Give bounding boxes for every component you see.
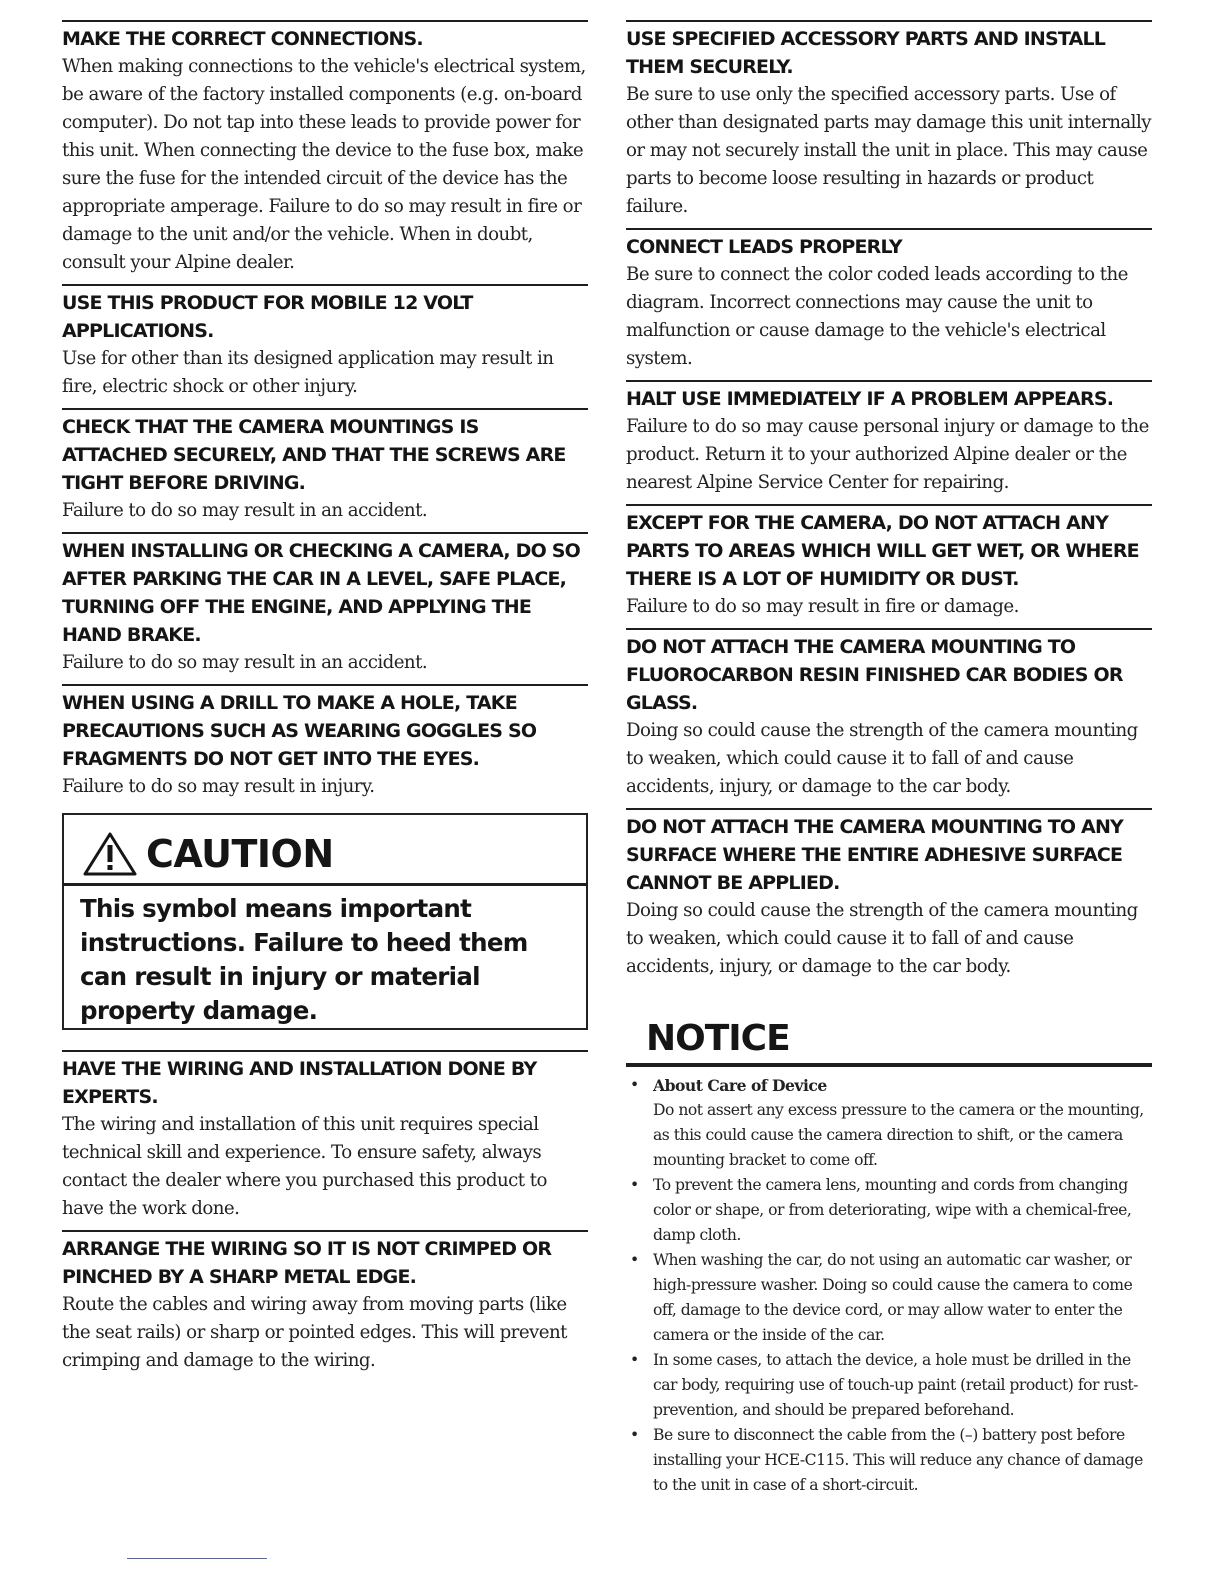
notice-item xyxy=(626,1173,1152,1248)
notice-item-body: • When washing the car, do not using an automatic car washer, or high-pressure washer. Doing so could cause the camera to come off, damage to the device cord, or may allow water to enter the camera or the inside of the car. xyxy=(653,1251,1133,1344)
warning-section xyxy=(626,20,1152,221)
warning-section xyxy=(62,20,588,277)
section-heading: WHEN USING A DRILL TO MAKE A HOLE, TAKE PRECAUTIONS SUCH AS WEARING GOGGLES SO FRAGMENTS DO NOT GET INTO THE EYES. xyxy=(62,692,537,770)
section-body: Be sure to connect the color coded leads according to the diagram. Incorrect connections may cause the unit to malfunction or cause damage to the vehicle's electrical system. xyxy=(626,264,1128,369)
caution-text: This symbol means important instructions. Failure to heed them can result in injury or material property damage. xyxy=(80,894,528,1025)
notice-list xyxy=(626,1073,1152,1498)
section-body: Doing so could cause the strength of the camera mounting to weaken, which could cause it to fall of and cause accidents, injury, or damage to the car body. xyxy=(626,900,1138,977)
section-heading: DO NOT ATTACH THE CAMERA MOUNTING TO FLUOROCARBON RESIN FINISHED CAR BODIES OR GLASS. xyxy=(626,636,1123,714)
section-heading: EXCEPT FOR THE CAMERA, DO NOT ATTACH ANY PARTS TO AREAS WHICH WILL GET WET, OR WHERE THERE IS A LOT OF HUMIDITY OR DUST. xyxy=(626,512,1139,590)
footer-rule xyxy=(127,1558,267,1559)
section-body: Route the cables and wiring away from moving parts (like the seat rails) or sharp or pointed edges. This will prevent crimping and damage to the wiring. xyxy=(62,1294,567,1371)
section-body: When making connections to the vehicle's electrical system, be aware of the factory installed components (e.g. on-board computer). Do not tap into these leads to provide power for this unit. When connecting the device to the fuse box, make sure the fuse for the intended circuit of the device has the appropriate amperage. Failure to do so may result in fire or damage to the unit and/or the vehicle. When in doubt, consult your Alpine dealer. xyxy=(62,56,586,273)
notice-item-body: • To prevent the camera lens, mounting and cords from changing color or shape, or from deteriorating, wipe with a chemical-free, damp cloth. xyxy=(653,1176,1132,1244)
warning-section xyxy=(626,228,1152,373)
left-column xyxy=(62,20,588,1382)
section-heading: CONNECT LEADS PROPERLY xyxy=(626,236,902,258)
section-heading: HALT USE IMMEDIATELY IF A PROBLEM APPEARS. xyxy=(626,388,1114,410)
notice-item-body: • Be sure to disconnect the cable from the (–) battery post before installing your HCE-C115. This will reduce any chance of damage to the unit in case of a short-circuit. xyxy=(653,1426,1143,1494)
section-body: Failure to do so may cause personal injury or damage to the product. Return it to your authorized Alpine dealer or the nearest Alpine Service Center for repairing. xyxy=(626,416,1149,493)
section-body: Use for other than its designed application may result in fire, electric shock or other injury. xyxy=(62,348,554,397)
section-body: Doing so could cause the strength of the camera mounting to weaken, which could cause it to fall of and cause accidents, injury, or damage to the car body. xyxy=(626,720,1138,797)
notice-item-body: Do not assert any excess pressure to the camera or the mounting, as this could cause the camera direction to shift, or the camera mounting bracket to come off. xyxy=(653,1101,1144,1169)
warning-section xyxy=(626,504,1152,621)
notice-item-title: • About Care of Device xyxy=(653,1076,827,1095)
warning-triangle-icon xyxy=(82,831,138,877)
section-body: Failure to do so may result in injury. xyxy=(62,776,375,797)
section-heading: USE SPECIFIED ACCESSORY PARTS AND INSTALL THEM SECURELY. xyxy=(626,28,1106,78)
section-body: Failure to do so may result in an accident. xyxy=(62,500,428,521)
notice-title: NOTICE xyxy=(646,1018,790,1059)
warning-section xyxy=(62,284,588,401)
left-sections-top xyxy=(62,20,588,801)
caution-title: CAUTION xyxy=(146,832,334,876)
section-heading: WHEN INSTALLING OR CHECKING A CAMERA, DO SO AFTER PARKING THE CAR IN A LEVEL, SAFE PLACE, TURNING OFF THE ENGINE, AND APPLYING THE HAND BRAKE. xyxy=(62,540,581,646)
warning-section xyxy=(62,684,588,801)
section-body: Failure to do so may result in fire or damage. xyxy=(626,596,1019,617)
section-heading: USE THIS PRODUCT FOR MOBILE 12 VOLT APPLICATIONS. xyxy=(62,292,473,342)
left-sections-bottom xyxy=(62,1050,588,1375)
warning-section xyxy=(626,628,1152,801)
warning-section xyxy=(62,1230,588,1375)
warning-section xyxy=(62,408,588,525)
caution-header xyxy=(64,815,586,883)
warning-section xyxy=(62,1050,588,1223)
section-heading: CHECK THAT THE CAMERA MOUNTINGS IS ATTACHED SECURELY, AND THAT THE SCREWS ARE TIGHT BEFORE DRIVING. xyxy=(62,416,566,494)
section-heading: ARRANGE THE WIRING SO IT IS NOT CRIMPED OR PINCHED BY A SHARP METAL EDGE. xyxy=(62,1238,552,1288)
notice-item-body: • In some cases, to attach the device, a hole must be drilled in the car body, requiring use of touch-up paint (retail product) for rust-prevention, and should be prepared beforehand. xyxy=(653,1351,1138,1419)
caution-box xyxy=(62,813,588,1030)
right-column xyxy=(626,20,1152,1498)
notice-item xyxy=(626,1248,1152,1348)
section-body: Failure to do so may result in an accident. xyxy=(62,652,428,673)
section-body: The wiring and installation of this unit requires special technical skill and experience. To ensure safety, always contact the dealer where you purchased this product to have the work done. xyxy=(62,1114,547,1219)
section-heading: HAVE THE WIRING AND INSTALLATION DONE BY EXPERTS. xyxy=(62,1058,537,1108)
section-body: Be sure to use only the specified accessory parts. Use of other than designated parts may damage this unit internally or may not securely install the unit in place. This may cause parts to become loose resulting in hazards or product failure. xyxy=(626,84,1151,217)
section-heading: MAKE THE CORRECT CONNECTIONS. xyxy=(62,28,423,50)
notice-item xyxy=(626,1423,1152,1498)
notice-item xyxy=(626,1348,1152,1423)
warning-section xyxy=(626,380,1152,497)
warning-section xyxy=(626,808,1152,981)
section-heading: DO NOT ATTACH THE CAMERA MOUNTING TO ANY SURFACE WHERE THE ENTIRE ADHESIVE SURFACE CANNOT BE APPLIED. xyxy=(626,816,1124,894)
notice-item xyxy=(626,1073,1152,1173)
warning-section xyxy=(62,532,588,677)
notice-divider xyxy=(626,1063,1152,1067)
